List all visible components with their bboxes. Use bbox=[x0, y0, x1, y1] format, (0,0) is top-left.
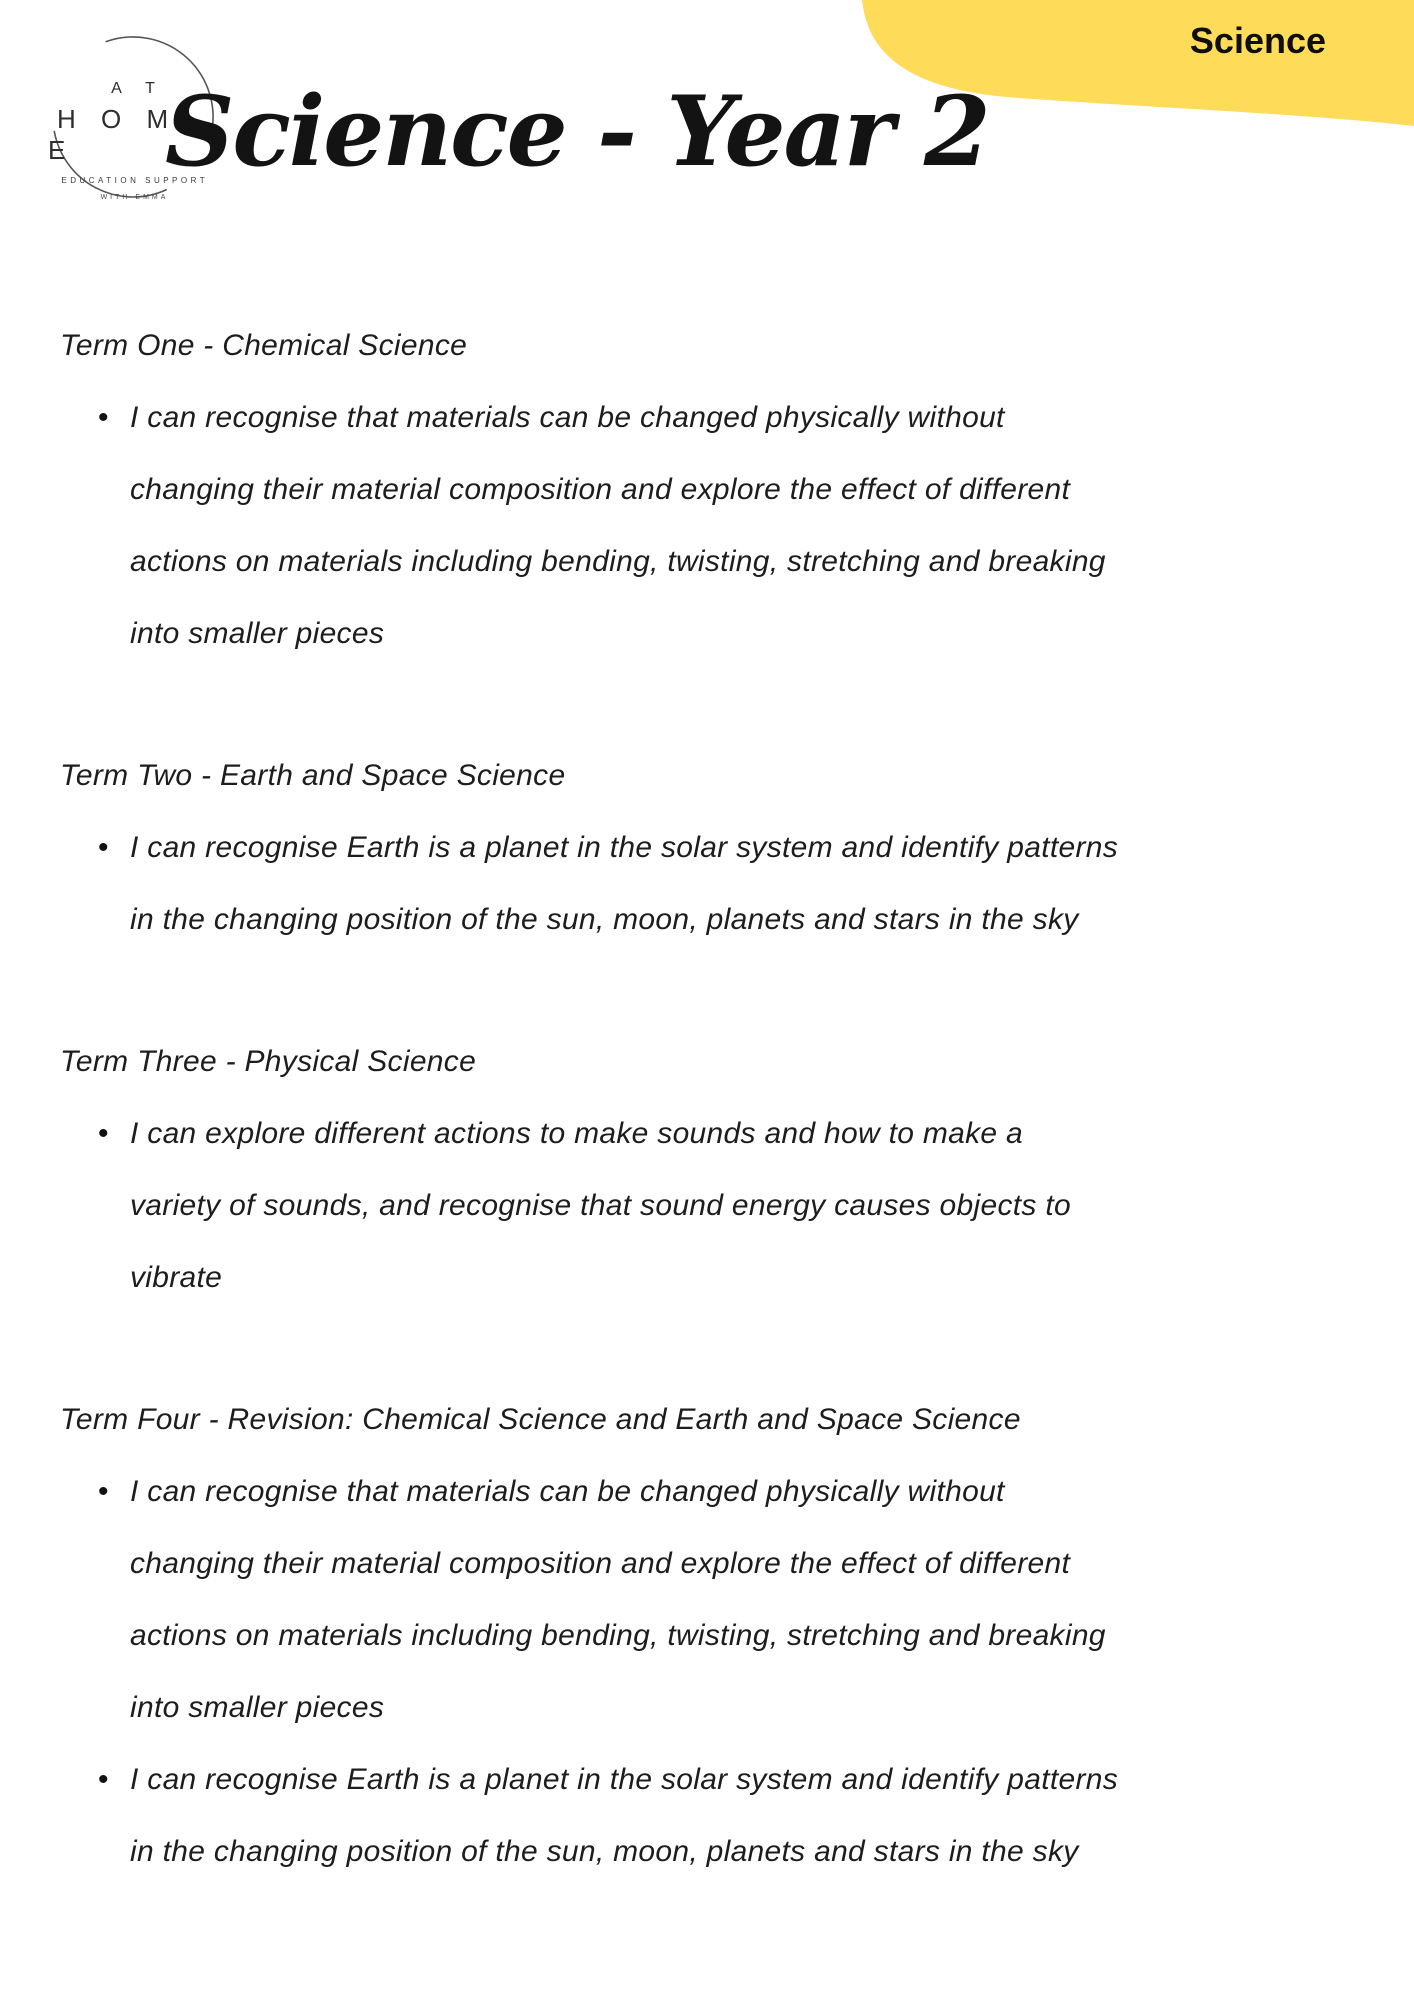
section-bullet-list bbox=[60, 1098, 1354, 1314]
section-heading: Term Three - Physical Science bbox=[60, 1045, 477, 1078]
curriculum-point: I can recognise that materials can be changed physically without changing their material composition and explore the effect of different actions on materials including bending, twisting, stretching and breaking into smaller pieces bbox=[130, 1475, 1106, 1724]
logo-line-with-emma: WITH EMMA bbox=[100, 194, 169, 201]
bullet-dot: • bbox=[98, 831, 109, 864]
curriculum-point: I can recognise Earth is a planet in the solar system and identify patterns in the changing position of the sun, moon, planets and stars in the sky bbox=[130, 831, 1119, 936]
logo-line-home: H O M E bbox=[48, 104, 178, 165]
section-term-four bbox=[60, 1384, 1354, 1888]
list-item bbox=[60, 1456, 1354, 1744]
section-term-three bbox=[60, 1026, 1354, 1314]
curriculum-point: I can explore different actions to make sounds and how to make a variety of sounds, and recognise that sound energy causes objects to vibrate bbox=[130, 1117, 1071, 1294]
section-term-one bbox=[60, 310, 1354, 670]
curriculum-point: I can recognise Earth is a planet in the solar system and identify patterns in the changing position of the sun, moon, planets and stars in the sky bbox=[130, 1763, 1119, 1868]
section-heading: Term Two - Earth and Space Science bbox=[60, 759, 566, 792]
list-item bbox=[60, 382, 1354, 670]
logo-line-at: A T bbox=[111, 80, 165, 97]
bullet-dot: • bbox=[98, 1117, 109, 1150]
list-item bbox=[60, 1098, 1354, 1314]
section-heading: Term Four - Revision: Chemical Science and Earth and Space Science bbox=[60, 1403, 1021, 1436]
logo-line-education-support: EDUCATION SUPPORT bbox=[61, 176, 209, 185]
list-item bbox=[60, 1744, 1354, 1888]
curriculum-point: I can recognise that materials can be changed physically without changing their material composition and explore the effect of different actions on materials including bending, twisting, stretching and breaking into smaller pieces bbox=[130, 401, 1106, 650]
curriculum-content bbox=[0, 250, 1414, 1888]
bullet-dot: • bbox=[98, 401, 109, 434]
section-term-two bbox=[60, 740, 1354, 956]
section-bullet-list bbox=[60, 812, 1354, 956]
subject-tab-label: Science bbox=[1189, 20, 1326, 61]
section-bullet-list bbox=[60, 382, 1354, 670]
bullet-dot: • bbox=[98, 1763, 109, 1796]
section-bullet-list bbox=[60, 1456, 1354, 1888]
section-heading: Term One - Chemical Science bbox=[60, 329, 468, 362]
bullet-dot: • bbox=[98, 1475, 109, 1508]
list-item bbox=[60, 812, 1354, 956]
page-header bbox=[0, 0, 1414, 250]
page-title: Science - Year 2 bbox=[165, 75, 989, 188]
